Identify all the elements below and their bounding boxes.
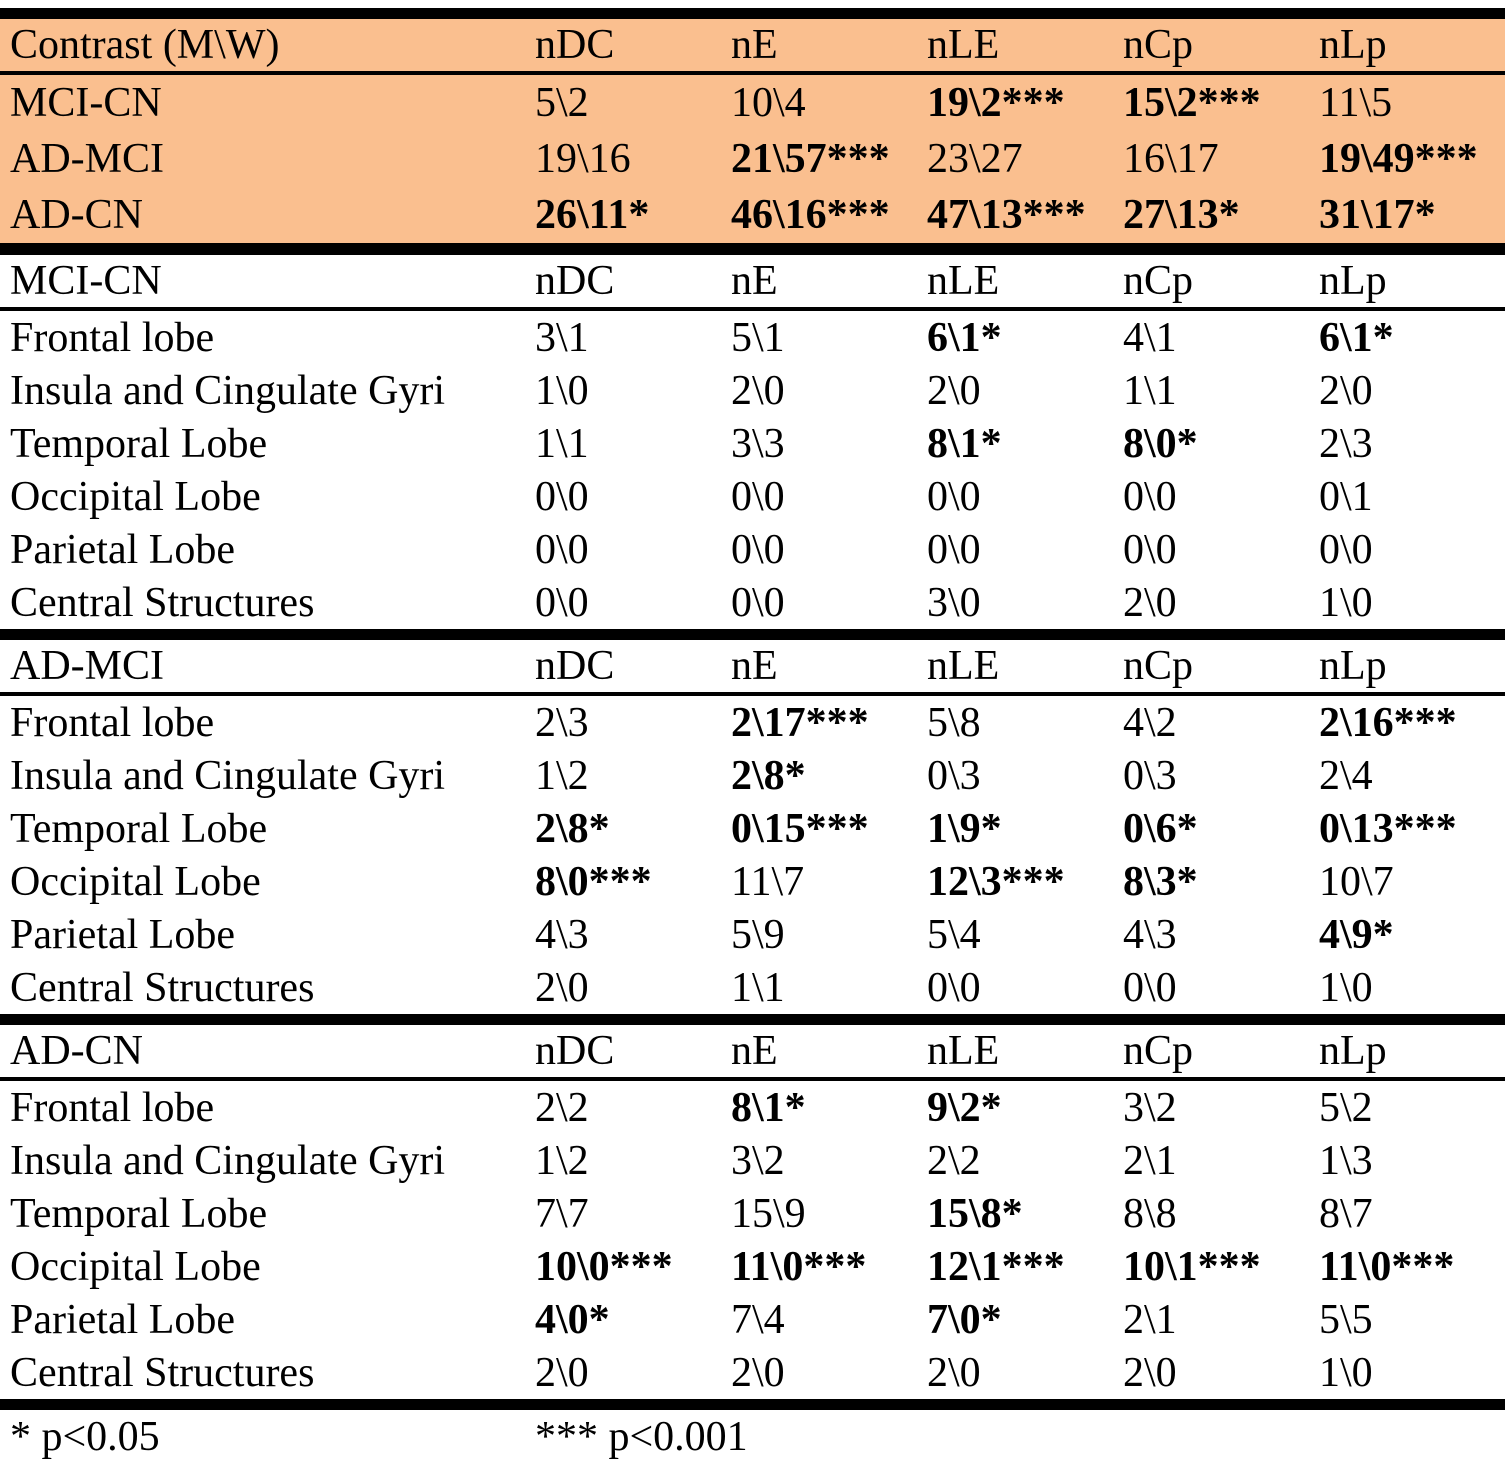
section-header-row — [0, 1020, 1505, 1080]
row-label: Central Structures — [10, 579, 315, 626]
value-cell: 2\4 — [1319, 752, 1373, 799]
row-label: Parietal Lobe — [10, 1296, 236, 1343]
value-cell: 2\0 — [1123, 1349, 1177, 1396]
value-cell: 5\4 — [927, 911, 981, 958]
value-cell: 47\13*** — [927, 192, 1086, 238]
value-cell: 8\0* — [1123, 420, 1198, 467]
value-cell: 10\1*** — [1123, 1243, 1261, 1290]
value-cell: 1\2 — [535, 1137, 589, 1184]
value-cell: 31\17* — [1319, 192, 1436, 238]
value-cell: 15\8* — [927, 1190, 1023, 1237]
table-row — [0, 908, 1505, 961]
value-cell: 2\1 — [1123, 1137, 1177, 1184]
section-header-row — [0, 635, 1505, 695]
value-cell: 0\0 — [1123, 964, 1177, 1011]
column-header-ne: nE — [716, 14, 912, 74]
value-cell: 2\0 — [1319, 367, 1373, 414]
value-cell: 0\0 — [1123, 526, 1177, 573]
row-label: Frontal lobe — [10, 699, 215, 746]
column-header: nLE — [912, 249, 1108, 309]
table-row — [0, 309, 1505, 364]
value-cell: 10\0*** — [535, 1243, 673, 1290]
summary-section — [0, 14, 1505, 250]
column-header: nDC — [520, 1020, 716, 1080]
value-cell: 2\16*** — [1319, 699, 1457, 746]
table-row — [0, 1134, 1505, 1187]
value-cell: 8\1* — [731, 1084, 806, 1131]
value-cell: 5\2 — [1319, 1084, 1373, 1131]
value-cell: 1\0 — [1319, 579, 1373, 626]
value-cell: 2\0 — [731, 1349, 785, 1396]
value-cell: 9\2* — [927, 1084, 1002, 1131]
value-cell: 2\2 — [535, 1084, 589, 1131]
row-label: AD-CN — [10, 192, 143, 238]
value-cell: 1\9* — [927, 805, 1002, 852]
table-row — [0, 694, 1505, 749]
section-title: MCI-CN — [0, 249, 520, 309]
value-cell: 1\1 — [731, 964, 785, 1011]
column-header: nLp — [1304, 635, 1505, 695]
table-row — [0, 1187, 1505, 1240]
value-cell: 2\3 — [535, 699, 589, 746]
value-cell: 26\11* — [535, 192, 650, 238]
value-cell: 8\7 — [1319, 1190, 1373, 1237]
section-ad-mci — [0, 635, 1505, 1020]
value-cell: 19\2*** — [927, 80, 1065, 126]
row-label: Parietal Lobe — [10, 526, 236, 573]
value-cell: 2\2 — [927, 1137, 981, 1184]
value-cell: 1\3 — [1319, 1137, 1373, 1184]
value-cell: 0\0 — [927, 964, 981, 1011]
table-row — [0, 470, 1505, 523]
column-header: nLE — [912, 635, 1108, 695]
value-cell: 5\9 — [731, 911, 785, 958]
footnote-p05: * p<0.05 — [10, 1413, 160, 1460]
value-cell: 5\8 — [927, 699, 981, 746]
results-table — [0, 8, 1505, 1410]
value-cell: 21\57*** — [731, 136, 890, 182]
value-cell: 2\0 — [1123, 579, 1177, 626]
section-title: AD-CN — [0, 1020, 520, 1080]
value-cell: 1\0 — [535, 367, 589, 414]
row-label: Central Structures — [10, 964, 315, 1011]
value-cell: 12\1*** — [927, 1243, 1065, 1290]
value-cell: 4\3 — [1123, 911, 1177, 958]
value-cell: 11\5 — [1319, 80, 1393, 126]
value-cell: 0\0 — [1123, 473, 1177, 520]
value-cell: 11\0*** — [1319, 1243, 1455, 1290]
column-header-nle: nLE — [912, 14, 1108, 74]
value-cell: 0\0 — [731, 526, 785, 573]
value-cell: 2\0 — [927, 367, 981, 414]
summary-label-header: Contrast (M\W) — [0, 14, 520, 74]
section-title: AD-MCI — [0, 635, 520, 695]
value-cell: 2\0 — [927, 1349, 981, 1396]
value-cell: 2\8* — [535, 805, 610, 852]
value-cell: 2\3 — [1319, 420, 1373, 467]
table-row — [0, 364, 1505, 417]
value-cell: 3\2 — [1123, 1084, 1177, 1131]
value-cell: 1\2 — [535, 752, 589, 799]
value-cell: 5\1 — [731, 314, 785, 361]
value-cell: 0\0 — [927, 473, 981, 520]
row-label: Parietal Lobe — [10, 911, 236, 958]
value-cell: 6\1* — [927, 314, 1002, 361]
column-header: nLp — [1304, 249, 1505, 309]
column-header-nlp: nLp — [1304, 14, 1505, 74]
column-header: nDC — [520, 249, 716, 309]
value-cell: 7\7 — [535, 1190, 589, 1237]
column-header: nLE — [912, 1020, 1108, 1080]
value-cell: 19\16 — [535, 136, 631, 182]
value-cell: 0\0 — [535, 579, 589, 626]
table-row — [0, 523, 1505, 576]
value-cell: 15\9 — [731, 1190, 806, 1237]
value-cell: 46\16*** — [731, 192, 890, 238]
value-cell: 0\0 — [535, 473, 589, 520]
value-cell: 1\1 — [535, 420, 589, 467]
value-cell: 0\0 — [927, 526, 981, 573]
value-cell: 1\1 — [1123, 367, 1177, 414]
row-label: Occipital Lobe — [10, 1243, 261, 1290]
value-cell: 0\0 — [1319, 526, 1373, 573]
value-cell: 4\3 — [535, 911, 589, 958]
value-cell: 16\17 — [1123, 136, 1219, 182]
paper-table-page — [0, 8, 1505, 1463]
value-cell: 0\0 — [731, 473, 785, 520]
value-cell: 2\17*** — [731, 699, 869, 746]
table-row — [0, 802, 1505, 855]
table-row — [0, 1240, 1505, 1293]
value-cell: 0\3 — [1123, 752, 1177, 799]
table-row — [0, 749, 1505, 802]
row-label: Temporal Lobe — [10, 1190, 268, 1237]
row-label: Temporal Lobe — [10, 805, 268, 852]
value-cell: 0\3 — [927, 752, 981, 799]
value-cell: 1\0 — [1319, 1349, 1373, 1396]
column-header: nCp — [1108, 635, 1304, 695]
value-cell: 2\0 — [535, 964, 589, 1011]
value-cell: 23\27 — [927, 136, 1023, 182]
table-row — [0, 73, 1505, 131]
column-header: nDC — [520, 635, 716, 695]
row-label: Frontal lobe — [10, 314, 215, 361]
row-label: Insula and Cingulate Gyri — [10, 367, 446, 414]
value-cell: 15\2*** — [1123, 80, 1261, 126]
table-row — [0, 417, 1505, 470]
column-header: nE — [716, 1020, 912, 1080]
value-cell: 10\7 — [1319, 858, 1394, 905]
value-cell: 12\3*** — [927, 858, 1065, 905]
row-label: Occipital Lobe — [10, 858, 261, 905]
column-header: nCp — [1108, 249, 1304, 309]
value-cell: 5\5 — [1319, 1296, 1373, 1343]
section-header-row — [0, 249, 1505, 309]
value-cell: 27\13* — [1123, 192, 1240, 238]
value-cell: 8\3* — [1123, 858, 1198, 905]
row-label: Frontal lobe — [10, 1084, 215, 1131]
column-header: nCp — [1108, 1020, 1304, 1080]
value-cell: 8\0*** — [535, 858, 652, 905]
table-row — [0, 131, 1505, 187]
footnotes — [0, 1410, 1505, 1463]
value-cell: 3\0 — [927, 579, 981, 626]
footnote-p001: *** p<0.001 — [535, 1413, 748, 1460]
value-cell: 0\0 — [731, 579, 785, 626]
value-cell: 2\8* — [731, 752, 806, 799]
row-label: Temporal Lobe — [10, 420, 268, 467]
value-cell: 3\1 — [535, 314, 589, 361]
column-header-ndc: nDC — [520, 14, 716, 74]
value-cell: 0\6* — [1123, 805, 1198, 852]
value-cell: 5\2 — [535, 80, 589, 126]
value-cell: 1\0 — [1319, 964, 1373, 1011]
value-cell: 19\49*** — [1319, 136, 1478, 182]
value-cell: 11\7 — [731, 858, 805, 905]
column-header-ncp: nCp — [1108, 14, 1304, 74]
value-cell: 2\0 — [731, 367, 785, 414]
value-cell: 2\0 — [535, 1349, 589, 1396]
column-header: nLp — [1304, 1020, 1505, 1080]
table-row — [0, 855, 1505, 908]
value-cell: 7\4 — [731, 1296, 785, 1343]
table-row — [0, 187, 1505, 249]
row-label: MCI-CN — [10, 80, 162, 126]
summary-header-row — [0, 14, 1505, 74]
column-header: nE — [716, 249, 912, 309]
value-cell: 2\1 — [1123, 1296, 1177, 1343]
section-mci-cn — [0, 249, 1505, 635]
value-cell: 0\13*** — [1319, 805, 1457, 852]
table-row — [0, 1346, 1505, 1405]
row-label: Occipital Lobe — [10, 473, 261, 520]
value-cell: 3\3 — [731, 420, 785, 467]
row-label: AD-MCI — [10, 136, 164, 182]
value-cell: 4\0* — [535, 1296, 610, 1343]
row-label: Central Structures — [10, 1349, 315, 1396]
row-label: Insula and Cingulate Gyri — [10, 1137, 446, 1184]
value-cell: 0\0 — [535, 526, 589, 573]
value-cell: 8\1* — [927, 420, 1002, 467]
value-cell: 3\2 — [731, 1137, 785, 1184]
section-ad-cn — [0, 1020, 1505, 1405]
value-cell: 0\15*** — [731, 805, 869, 852]
table-row — [0, 1079, 1505, 1134]
value-cell: 8\8 — [1123, 1190, 1177, 1237]
table-row — [0, 1293, 1505, 1346]
value-cell: 4\1 — [1123, 314, 1177, 361]
value-cell: 7\0* — [927, 1296, 1002, 1343]
value-cell: 10\4 — [731, 80, 806, 126]
value-cell: 0\1 — [1319, 473, 1373, 520]
value-cell: 4\2 — [1123, 699, 1177, 746]
value-cell: 11\0*** — [731, 1243, 867, 1290]
value-cell: 4\9* — [1319, 911, 1394, 958]
column-header: nE — [716, 635, 912, 695]
table-row — [0, 576, 1505, 635]
value-cell: 6\1* — [1319, 314, 1394, 361]
row-label: Insula and Cingulate Gyri — [10, 752, 446, 799]
table-row — [0, 961, 1505, 1020]
